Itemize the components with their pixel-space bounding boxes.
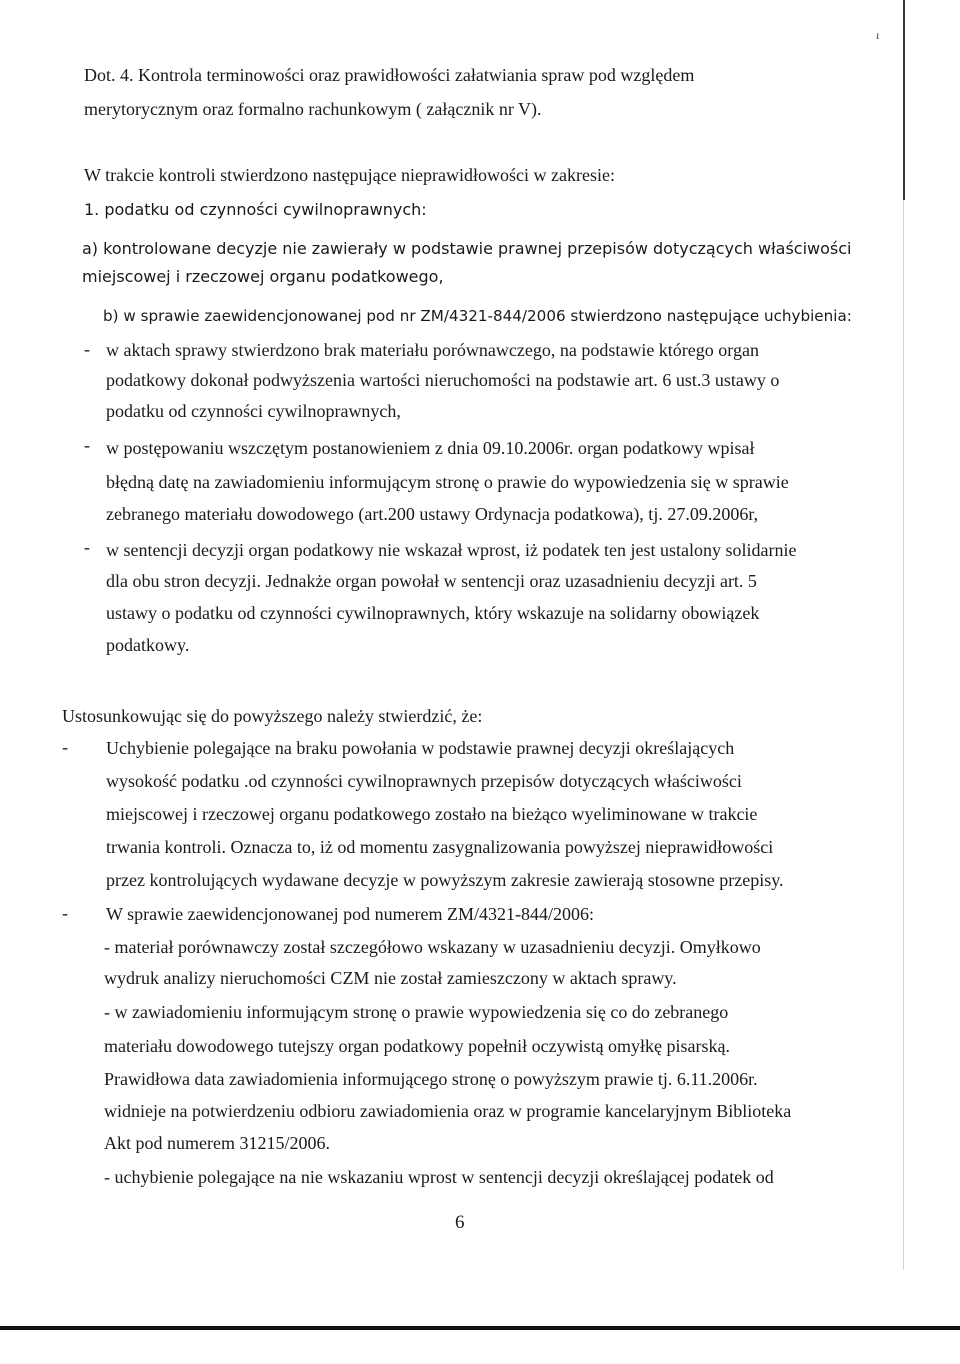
sub-2-line-2: materiału dowodowego tutejszy organ podatkowy popełnił oczywistą omyłkę pisarską. <box>104 1036 731 1056</box>
dash-marker: - <box>84 537 90 557</box>
dash-marker: - <box>84 339 90 359</box>
bullet-3-line-3: ustawy o podatku od czynności cywilnoprawnych, który wskazuje na solidarny obowiązek <box>106 603 760 623</box>
sub-2-line-5: Akt pod numerem 31215/2006. <box>104 1133 330 1153</box>
item-b-line: b) w sprawie zaewidencjonowanej pod nr ZM/4321-844/2006 stwierdzono następujące uchybienia: <box>103 307 852 325</box>
response-1-line-1: Uchybienie polegające na braku powołania w podstawie prawnej decyzji określających <box>106 738 735 758</box>
bullet-2-line-2: błędną datę na zawiadomieniu informującym stronę o prawie do wypowiedzenia się w sprawie <box>106 472 789 492</box>
bullet-2-line-1: w postępowaniu wszczętym postanowieniem z dnia 09.10.2006r. organ podatkowy wpisał <box>106 438 755 458</box>
item-a-line-2: miejscowej i rzeczowej organu podatkowego, <box>82 267 444 286</box>
dash-marker: - <box>62 737 68 757</box>
sub-2-line-4: widnieje na potwierdzeniu odbioru zawiadomienia oraz w programie kancelaryjnym Biblioteka <box>104 1101 792 1121</box>
scan-edge-line <box>903 0 905 200</box>
response-1-line-2: wysokość podatku .od czynności cywilnoprawnych przepisów dotyczących właściwości <box>106 771 742 791</box>
sub-1-line-1: - materiał porównawczy został szczegółowo wskazany w uzasadnieniu decyzji. Omyłkowo <box>104 937 761 957</box>
scan-edge-line-faint <box>903 200 904 1270</box>
heading-line-2: merytorycznym oraz formalno rachunkowym ( załącznik nr V). <box>84 99 542 119</box>
corner-mark: ι <box>876 28 880 42</box>
sub-1-line-2: wydruk analizy nieruchomości CZM nie został zamieszczony w aktach sprawy. <box>104 968 677 988</box>
bullet-3-line-1: w sentencji decyzji organ podatkowy nie wskazał wprost, iż podatek ten jest ustalony solidarnie <box>106 540 797 560</box>
bullet-2-line-3: zebranego materiału dowodowego (art.200 ustawy Ordynacja podatkowa), tj. 27.09.2006r, <box>106 504 759 524</box>
sub-3-line: - uchybienie polegające na nie wskazaniu wprost w sentencji decyzji określającej podatek od <box>104 1167 774 1187</box>
dash-marker: - <box>62 903 68 923</box>
bullet-1-line-3: podatku od czynności cywilnoprawnych, <box>106 401 401 421</box>
item-a-line-1: a) kontrolowane decyzje nie zawierały w podstawie prawnej przepisów dotyczących właściwości <box>82 239 852 258</box>
bullet-1-line-2: podatkowy dokonał podwyższenia wartości nieruchomości na podstawie art. 6 ust.3 ustawy o <box>106 370 780 390</box>
bullet-3-line-4: podatkowy. <box>106 635 190 655</box>
sub-2-line-3: Prawidłowa data zawiadomienia informującego stronę o powyższym prawie tj. 6.11.2006r. <box>104 1069 758 1089</box>
bullet-1-line-1: w aktach sprawy stwierdzono brak materiału porównawczego, na podstawie którego organ <box>106 340 759 360</box>
section-1-title: 1. podatku od czynności cywilnoprawnych: <box>84 200 427 219</box>
dash-marker: - <box>84 435 90 455</box>
response-1-line-4: trwania kontroli. Oznacza to, iż od momentu zasygnalizowania powyższej nieprawidłowości <box>106 837 774 857</box>
response-1-line-5: przez kontrolujących wydawane decyzje w powyższym zakresie zawierają stosowne przepisy. <box>106 870 784 890</box>
response-1-line-3: miejscowej i rzeczowej organu podatkowego zostało na bieżąco wyeliminowane w trakcie <box>106 804 758 824</box>
sub-2-line-1: - w zawiadomieniu informującym stronę o prawie wypowiedzenia się co do zebranego <box>104 1002 729 1022</box>
response-intro: Ustosunkowując się do powyższego należy stwierdzić, że: <box>62 706 483 726</box>
finding-intro: W trakcie kontroli stwierdzono następujące nieprawidłowości w zakresie: <box>84 165 615 185</box>
heading-line-1: Dot. 4. Kontrola terminowości oraz prawidłowości załatwiania spraw pod względem <box>84 65 695 85</box>
bottom-border-rule <box>0 1326 960 1330</box>
page-number: 6 <box>455 1212 465 1233</box>
bullet-3-line-2: dla obu stron decyzji. Jednakże organ powołał w sentencji oraz uzasadnieniu decyzji art. 5 <box>106 571 757 591</box>
response-2-line: W sprawie zaewidencjonowanej pod numerem ZM/4321-844/2006: <box>106 904 595 924</box>
